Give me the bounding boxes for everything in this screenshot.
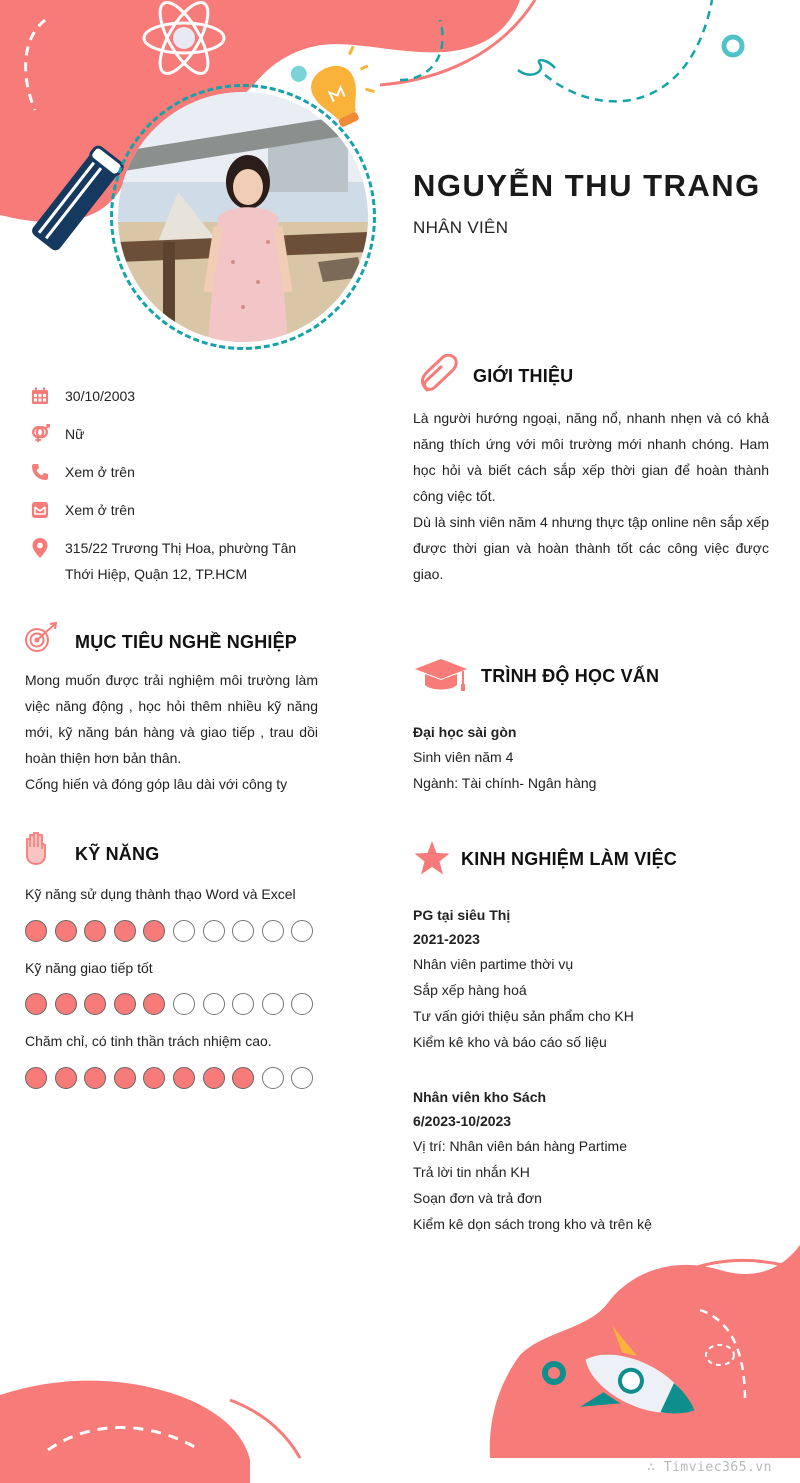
- rating-dot-filled: [25, 920, 47, 942]
- skill-rating-1: [25, 920, 313, 942]
- rating-dot-empty: [232, 993, 254, 1015]
- target-icon: [24, 622, 60, 654]
- location-pin-icon: [30, 538, 50, 558]
- experience-section-title: KINH NGHIỆM LÀM VIỆC: [461, 849, 678, 869]
- job-2-company: Nhân viên kho Sách: [413, 1089, 547, 1105]
- profile-photo: [118, 92, 368, 342]
- rating-dot-filled: [114, 993, 136, 1015]
- rating-dot-empty: [232, 920, 254, 942]
- skill-rating-2: [25, 993, 313, 1015]
- rating-dot-empty: [203, 920, 225, 942]
- fist-icon: [24, 831, 48, 865]
- job-1-period: 2021-2023: [413, 931, 480, 947]
- job-2-period: 6/2023-10/2023: [413, 1113, 512, 1129]
- job-2-detail-1: Vị trí: Nhân viên bán hàng Partime: [413, 1138, 628, 1154]
- bottom-right-blob: [490, 1245, 800, 1458]
- watermark-text: Timviec365.vn: [663, 1460, 772, 1475]
- job-2-detail-4: Kiểm kê dọn sách trong kho và trên kệ: [413, 1216, 652, 1232]
- rating-dot-empty: [291, 993, 313, 1015]
- intro-paragraph-2: Dù là sinh viên năm 4 nhưng thực tập online nên sắp xếp được thời gian và hoàn thành tốt các công việc được giao.: [413, 514, 769, 582]
- objective-paragraph-2: Cống hiến và đóng góp lâu dài với công ty: [25, 776, 288, 792]
- rating-dot-empty: [262, 1067, 284, 1089]
- graduation-cap-icon: [413, 657, 469, 695]
- contact-birthdate: [30, 386, 135, 409]
- rating-dot-filled: [55, 920, 77, 942]
- address-line-2: Thới Hiệp, Quận 12, TP.HCM: [65, 566, 248, 582]
- rating-dot-empty: [173, 920, 195, 942]
- gender-icon: [30, 424, 50, 444]
- paperclip-icon: [415, 354, 461, 396]
- watermark: ∴ Timviec365.vn: [647, 1460, 772, 1475]
- contact-phone: [30, 462, 135, 485]
- job-1-detail-1: Nhân viên partime thời vụ: [413, 956, 574, 972]
- intro-text: [413, 405, 769, 587]
- contact-birthdate-text: 30/10/2003: [65, 388, 136, 404]
- education-school: Đại học sài gòn: [413, 724, 517, 740]
- star-icon: [413, 840, 451, 876]
- teal-ring-small: [724, 37, 742, 55]
- phone-icon: [30, 462, 50, 482]
- rating-dot-filled: [143, 920, 165, 942]
- education-section-title: TRÌNH ĐỘ HỌC VẤN: [481, 666, 660, 686]
- rating-dot-filled: [84, 993, 106, 1015]
- contact-email-text: Xem ở trên: [65, 502, 135, 518]
- education-year: Sinh viên năm 4: [413, 749, 514, 765]
- contact-gender-text: Nữ: [65, 426, 85, 442]
- address-line-1: 315/22 Trương Thị Hoa, phường Tân: [65, 540, 297, 556]
- rating-dot-filled: [84, 920, 106, 942]
- skill-label-1: Kỹ năng sử dụng thành thạo Word và Excel: [25, 886, 296, 902]
- teal-squiggle: [518, 60, 555, 75]
- rating-dot-empty: [262, 920, 284, 942]
- objective-paragraph-1: Mong muốn được trải nghiệm môi trường làm việc năng động , học hỏi thêm nhiều kỹ năng mới, kỹ năng bán hàng và giao tiếp , trau dồi hoàn thiện hơn bản thân.: [25, 672, 318, 766]
- skills-section-title: KỸ NĂNG: [75, 844, 160, 864]
- rating-dot-filled: [55, 993, 77, 1015]
- contact-gender: [30, 424, 84, 447]
- rating-dot-empty: [173, 993, 195, 1015]
- job-1-detail-4: Kiểm kê kho và báo cáo số liệu: [413, 1034, 607, 1050]
- rating-dot-filled: [203, 1067, 225, 1089]
- skill-rating-3: [25, 1067, 313, 1089]
- job-1-detail-2: Sắp xếp hàng hoá: [413, 982, 527, 998]
- contact-phone-text: Xem ở trên: [65, 464, 135, 480]
- contact-email: [30, 500, 135, 523]
- candidate-role: NHÂN VIÊN: [413, 218, 509, 237]
- job-2-detail-3: Soạn đơn và trả đơn: [413, 1190, 542, 1206]
- rating-dot-empty: [291, 920, 313, 942]
- job-1-detail-3: Tư vấn giới thiệu sản phẩm cho KH: [413, 1008, 634, 1024]
- skill-label-3: Chăm chỉ, có tinh thần trách nhiệm cao.: [25, 1033, 272, 1049]
- contact-address: [30, 538, 296, 587]
- rating-dot-filled: [114, 920, 136, 942]
- intro-section-title: GIỚI THIỆU: [473, 366, 574, 386]
- objective-text: [25, 667, 318, 797]
- calendar-icon: [30, 386, 50, 406]
- bottom-left-blob: [0, 1381, 250, 1483]
- rating-dot-empty: [203, 993, 225, 1015]
- rating-dot-filled: [173, 1067, 195, 1089]
- rating-dot-filled: [25, 993, 47, 1015]
- rating-dot-filled: [114, 1067, 136, 1089]
- rating-dot-filled: [232, 1067, 254, 1089]
- rating-dot-filled: [143, 993, 165, 1015]
- rating-dot-filled: [84, 1067, 106, 1089]
- rating-dot-filled: [25, 1067, 47, 1089]
- objective-section-title: MỤC TIÊU NGHỀ NGHIỆP: [75, 632, 298, 652]
- job-1-company: PG tại siêu Thị: [413, 907, 511, 923]
- rating-dot-filled: [143, 1067, 165, 1089]
- contact-address-text: [65, 535, 296, 587]
- intro-paragraph-1: Là người hướng ngoại, năng nổ, nhanh nhẹn và có khả năng thích ứng với môi trường mới nhanh chóng. Ham học hỏi và biết cách sắp xếp thời gian để hoàn thành công việc tốt.: [413, 410, 769, 504]
- rating-dot-filled: [55, 1067, 77, 1089]
- rating-dot-empty: [262, 993, 284, 1015]
- email-icon: [30, 500, 50, 520]
- rating-dot-empty: [291, 1067, 313, 1089]
- candidate-name: NGUYỄN THU TRANG: [413, 168, 761, 203]
- education-major: Ngành: Tài chính- Ngân hàng: [413, 775, 597, 791]
- dashed-curve-right: [545, 0, 712, 101]
- job-2-detail-2: Trả lời tin nhắn KH: [413, 1164, 530, 1180]
- skill-label-2: Kỹ năng giao tiếp tốt: [25, 960, 153, 976]
